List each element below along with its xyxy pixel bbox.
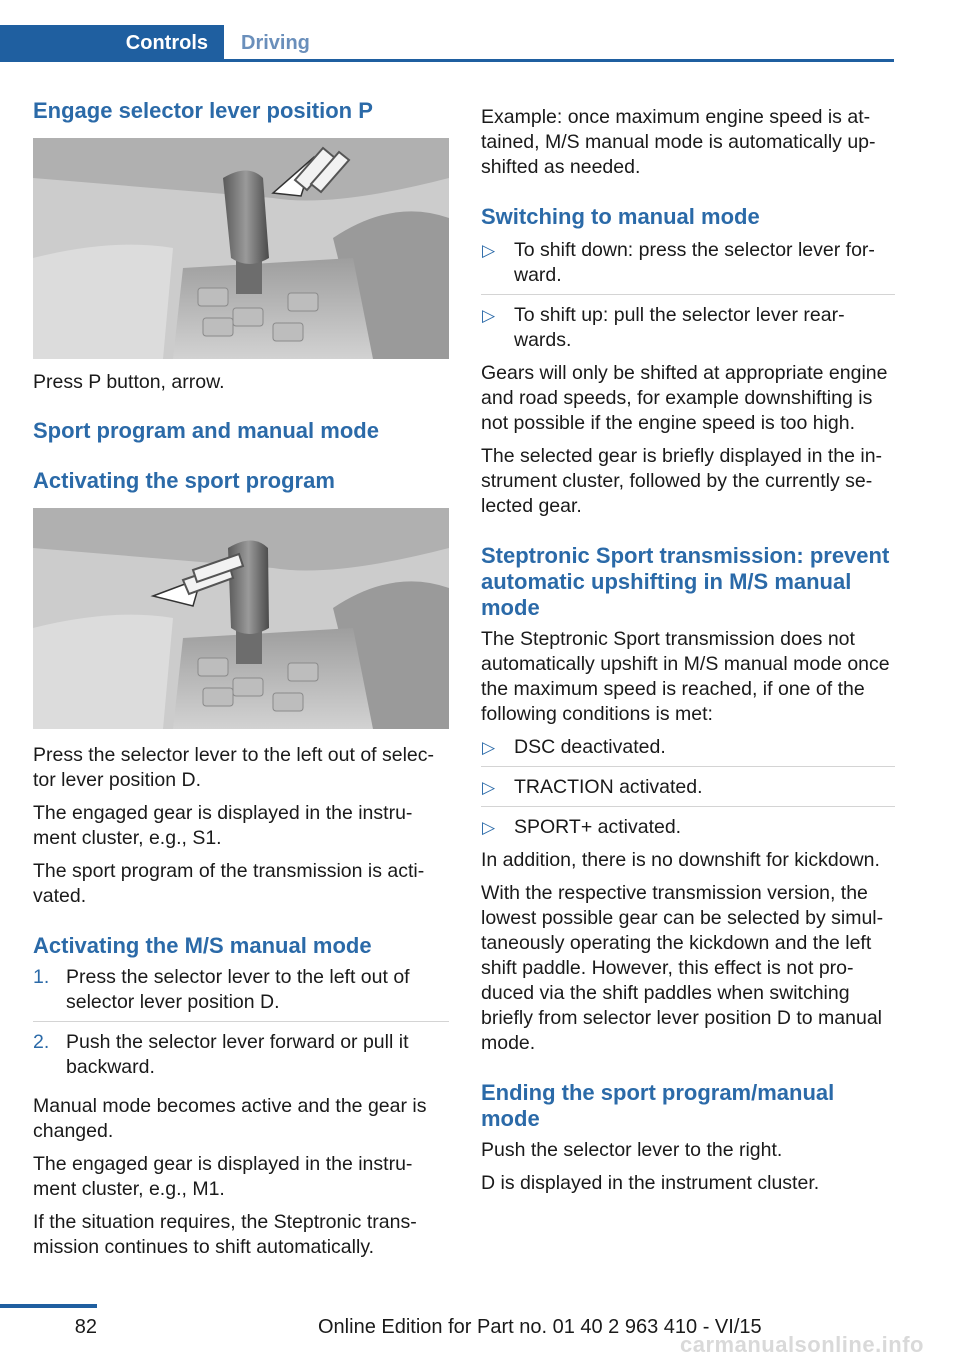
tab-controls[interactable]: Controls: [0, 25, 224, 62]
list-item: ▷ TRACTION activated.: [481, 775, 895, 807]
triangle-right-icon: ▷: [482, 738, 496, 757]
conditions-list: [481, 735, 895, 840]
triangle-right-icon: ▷: [482, 818, 496, 837]
heading-steptronic: Steptronic Sport transmission: prevent automatic upshifting in M/S manual mode: [481, 543, 890, 620]
list-item: ▷ To shift up: pull the selector lever rear‐wards.: [482, 304, 845, 351]
p-situation: If the situation requires, the Steptronic trans‐mission continues to shift automatically.: [33, 1211, 417, 1258]
figure-selector-lever-left: [33, 508, 449, 729]
page-number: 82: [74, 1316, 97, 1338]
list-item: 2. Push the selector lever forward or pull it backward.: [33, 1031, 409, 1078]
tab-driving[interactable]: Driving: [241, 32, 310, 54]
p-engaged-m1: The engaged gear is displayed in the instru‐ment cluster, e.g., M1.: [33, 1153, 413, 1200]
p-no-downshift: In addition, there is no downshift for kickdown.: [481, 849, 880, 871]
p-selected-gear: The selected gear is briefly displayed in the in‐strument cluster, followed by the currently se‐lected gear.: [481, 445, 883, 517]
figure-selector-lever-p: [33, 138, 449, 359]
page-header: [0, 0, 894, 62]
p-push-right: Push the selector lever to the right.: [481, 1139, 783, 1161]
caption-press-p: Press P button, arrow.: [33, 371, 225, 393]
p-example: Example: once maximum engine speed is at‐tained, M/S manual mode is automatically up‐shifted as needed.: [481, 106, 876, 178]
p-gears-shifted: Gears will only be shifted at appropriate engine and road speeds, for example downshifting is not possible if the engine speed is too high.: [481, 362, 888, 434]
steps-list: [33, 965, 449, 1086]
heading-ending: Ending the sport program/manual mode: [481, 1080, 835, 1131]
heading-sport-manual: Sport program and manual mode: [33, 418, 379, 443]
selector-lever-left-illustration: [33, 508, 449, 729]
list-item: ▷ To shift down: press the selector lever for‐ward.: [481, 238, 895, 295]
list-item: ▷ DSC deactivated.: [481, 735, 895, 767]
list-item: 1. Press the selector lever to the left out of selector lever position D.: [33, 965, 449, 1022]
right-column: [481, 105, 895, 1204]
p-engaged-s1: The engaged gear is displayed in the instru‐ment cluster, e.g., S1.: [33, 802, 413, 849]
p-manual-active: Manual mode becomes active and the gear is changed.: [33, 1095, 427, 1142]
selector-lever-p-illustration: [33, 138, 449, 359]
heading-switching: Switching to manual mode: [481, 204, 760, 229]
heading-activating-sport: Activating the sport program: [33, 468, 335, 493]
p-d-displayed: D is displayed in the instrument cluster.: [481, 1172, 820, 1194]
triangle-right-icon: ▷: [482, 241, 496, 260]
p-press-left: Press the selector lever to the left out of selec‐tor lever position D.: [33, 744, 435, 791]
footer-accent-bar: [0, 1304, 97, 1308]
triangle-right-icon: ▷: [482, 778, 496, 797]
heading-activating-ms: Activating the M/S manual mode: [33, 933, 372, 958]
edition-text: Online Edition for Part no. 01 40 2 963 410 - VI/15: [318, 1316, 762, 1338]
heading-engage-p: Engage selector lever position P: [33, 98, 373, 123]
watermark: carmanualsonline.info: [680, 1332, 924, 1357]
p-sport-activated: The sport program of the transmission is acti‐vated.: [33, 860, 425, 907]
triangle-right-icon: ▷: [482, 306, 496, 325]
left-column: [33, 98, 449, 1268]
list-item: ▷ SPORT+ activated.: [482, 816, 682, 838]
switch-list: [481, 238, 895, 353]
p-steptronic: The Steptronic Sport transmission does not automatically upshift in M/S manual mode once the maximum speed is reached, if one of the following conditions is met:: [481, 628, 890, 725]
p-respective: With the respective transmission version, the lowest possible gear can be selected by simul‐taneously operating the kickdown and the left shift paddle. However, this effect is not pro‐duced via the shift paddles when switching briefly from selector lever position D to manual mode.: [481, 882, 884, 1054]
